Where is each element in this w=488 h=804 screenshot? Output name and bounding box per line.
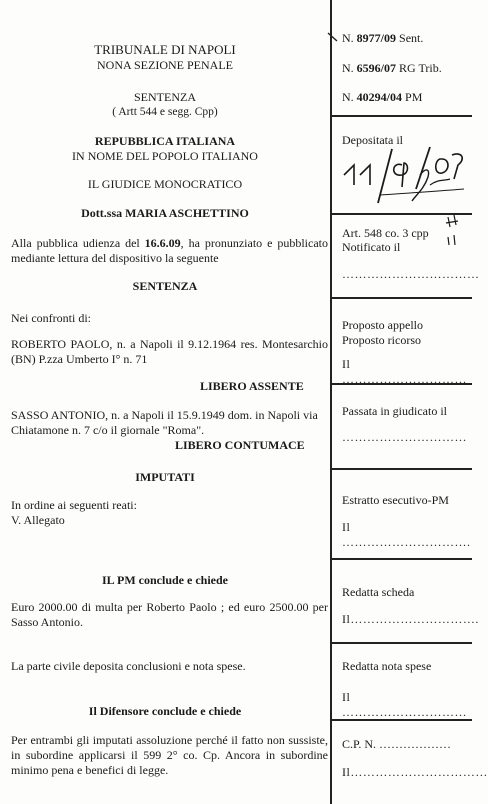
divider — [332, 642, 472, 644]
defendant-1: ROBERTO PAOLO, n. a Napoli il 9.12.1964 res. Montesarchio (BN) P.zza Umberto I° n. 71 — [11, 337, 328, 366]
articles-reference: ( Artt 544 e segg. Cpp) — [112, 106, 218, 118]
judge-name: Dott.ssa MARIA ASCHETTINO — [81, 206, 249, 220]
divider — [332, 468, 472, 470]
art-548-label: Art. 548 co. 3 cpp — [342, 226, 429, 240]
handwritten-mark — [444, 213, 464, 247]
expense-note-date: Il ………………………… — [342, 690, 467, 719]
divider — [332, 297, 472, 299]
document-type: SENTENZA — [134, 90, 196, 104]
defense-request: Per entrambi gli imputati assoluzione perché il fatto non sussiste, in subordine applicarsi il 599 2° co. Cp. Ancora in subordine minimo pena e benefici di legge. — [11, 733, 328, 777]
res-judicata-dots: ………………………… — [342, 430, 467, 444]
res-judicata-label: Passata in giudicato il — [342, 404, 447, 418]
divider — [332, 383, 472, 385]
enforcement-extract-label: Estratto esecutivo-PM — [342, 493, 449, 507]
pm-heading: IL PM conclude e chiede — [102, 573, 228, 587]
civil-party-note: La parte civile deposita conclusioni e nota spese. — [11, 659, 246, 673]
divider — [332, 115, 472, 117]
notified-dots: …………………………… — [342, 267, 480, 281]
record-card-date: Il…………………………. — [342, 612, 479, 626]
defendant-1-status: LIBERO ASSENTE — [200, 379, 304, 393]
court-section: NONA SEZIONE PENALE — [97, 58, 233, 72]
pm-number: N. 40294/04 PM — [342, 90, 423, 104]
notified-label: Notificato il — [342, 240, 401, 254]
appeal-date: Il ………………………… — [342, 357, 467, 386]
cpn-date: Il…………………………… — [342, 765, 488, 779]
imputati-heading: IMPUTATI — [135, 470, 195, 484]
divider — [332, 719, 472, 721]
record-card-label: Redatta scheda — [342, 585, 415, 599]
judge-title: IL GIUDICE MONOCRATICO — [87, 177, 243, 191]
court-name: TRIBUNALE DI NAPOLI — [94, 42, 236, 57]
against-label: Nei confronti di: — [11, 311, 91, 325]
appeal-label: Proposto appello — [342, 318, 423, 332]
defendant-2: SASSO ANTONIO, n. a Napoli il 15.9.1949 dom. in Napoli via Chiatamone n. 7 c/o il giornale "Roma". — [11, 408, 318, 437]
pm-request: Euro 2000.00 di multa per Roberto Paolo ; ed euro 2500.00 per Sasso Antonio. — [11, 600, 328, 629]
defense-heading: Il Difensore conclude e chiede — [88, 704, 242, 718]
defendant-2-status: LIBERO CONTUMACE — [175, 438, 305, 452]
rg-number: N. 6596/07 RG Trib. — [342, 61, 442, 75]
cpn-label: C.P. N. ……………… — [342, 737, 452, 751]
hearing-intro: Alla pubblica udienza del 16.6.09, ha pronunziato e pubblicato mediante lettura del dispositivo la seguente — [11, 236, 329, 265]
divider — [332, 558, 472, 560]
registry-sidebar — [330, 0, 488, 804]
charges-line-2: V. Allegato — [11, 513, 65, 527]
enforcement-extract-date: Il …………………………. — [342, 520, 471, 549]
deposited-label: Depositata il — [342, 133, 403, 147]
ink-mark — [326, 30, 340, 48]
in-name-of-people: IN NOME DEL POPOLO ITALIANO — [72, 149, 258, 163]
charges-line-1: In ordine ai seguenti reati: — [11, 498, 137, 512]
sentenza-heading: SENTENZA — [132, 279, 198, 293]
republic-heading: REPUBBLICA ITALIANA — [94, 134, 236, 148]
expense-note-label: Redatta nota spese — [342, 659, 432, 673]
appeal-cassation-label: Proposto ricorso — [342, 333, 421, 347]
handwritten-deposit-date — [340, 145, 468, 209]
sentence-number: N. 8977/09 Sent. — [342, 31, 424, 45]
